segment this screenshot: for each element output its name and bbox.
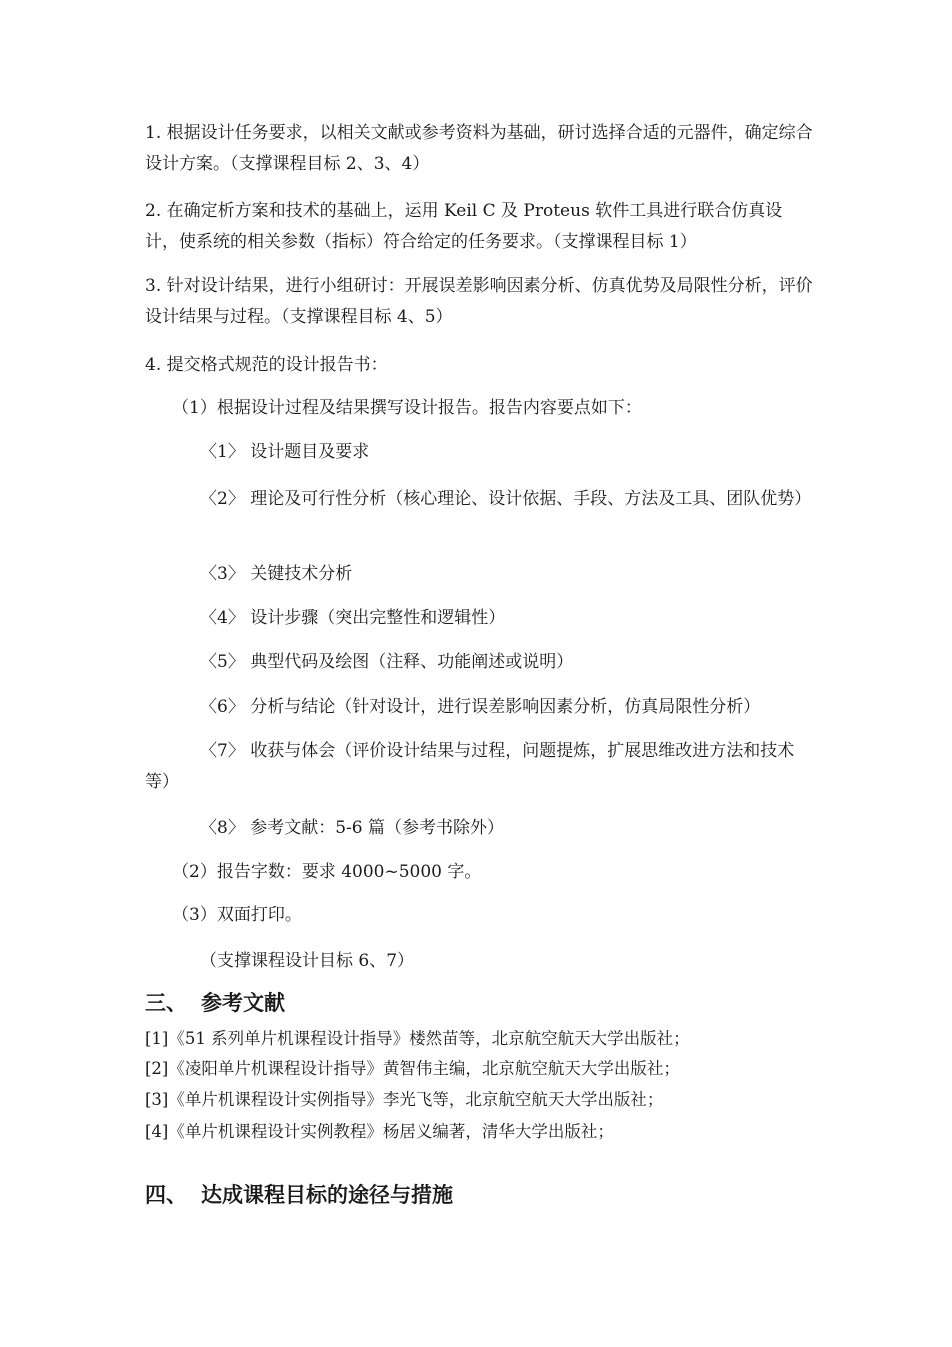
reference-1: [1]《51 系列单片机课程设计指导》楼然苗等，北京航空航天大学出版社； — [145, 1029, 690, 1048]
task-item-3: 3. 针对设计结果，进行小组研讨：开展误差影响因素分析、仿真优势及局限性分析，评价设计结果与过程。（支撑课程目标 4、5） — [145, 276, 813, 327]
reference-4: [4]《单片机课程设计实例教程》杨居义编著，清华大学出版社； — [145, 1122, 614, 1141]
report-subitem-3: （3）双面打印。 — [172, 905, 302, 925]
report-subitem-2: （2）报告字数：要求 4000~5000 字。 — [172, 862, 482, 882]
report-point-5: 〈5〉 典型代码及绘图（注释、功能阐述或说明） — [200, 652, 574, 672]
reference-2: [2]《凌阳单片机课程设计指导》黄智伟主编，北京航空航天大学出版社； — [145, 1059, 680, 1078]
task-item-2: 2. 在确定析方案和技术的基础上，运用 Keil C 及 Proteus 软件工具进行联合仿真设计，使系统的相关参数（指标）符合给定的任务要求。（支撑课程目标 1） — [145, 201, 783, 252]
section-3-heading — [145, 988, 285, 1018]
section-4-heading — [145, 1180, 453, 1210]
report-subitem-1: （1）根据设计过程及结果撰写设计报告。报告内容要点如下： — [172, 398, 642, 418]
task-item-4: 4. 提交格式规范的设计报告书： — [145, 355, 388, 375]
report-point-7: 〈7〉 收获与体会（评价设计结果与过程，问题提炼，扩展思维改进方法和技术等） — [145, 741, 795, 792]
reference-3: [3]《单片机课程设计实例指导》李光飞等，北京航空航天大学出版社； — [145, 1090, 664, 1109]
report-point-4: 〈4〉 设计步骤（突出完整性和逻辑性） — [200, 608, 506, 628]
section-4-number: 四、 — [145, 1183, 187, 1207]
report-point-3: 〈3〉 关键技术分析 — [200, 564, 353, 584]
section-3-number: 三、 — [145, 991, 187, 1015]
report-point-2: 〈2〉 理论及可行性分析（核心理论、设计依据、手段、方法及工具、团队优势） — [200, 489, 812, 509]
support-note: （支撑课程设计目标 6、7） — [200, 951, 415, 971]
section-4-title: 达成课程目标的途径与措施 — [201, 1183, 453, 1207]
report-point-6: 〈6〉 分析与结论（针对设计，进行误差影响因素分析，仿真局限性分析） — [200, 697, 761, 717]
task-item-1: 1. 根据设计任务要求，以相关文献或参考资料为基础，研讨选择合适的元器件，确定综合设计方案。（支撑课程目标 2、3、4） — [145, 123, 813, 174]
section-3-title: 参考文献 — [201, 991, 285, 1015]
report-point-1: 〈1〉 设计题目及要求 — [200, 442, 370, 462]
report-point-8: 〈8〉 参考文献：5-6 篇（参考书除外） — [200, 818, 504, 838]
